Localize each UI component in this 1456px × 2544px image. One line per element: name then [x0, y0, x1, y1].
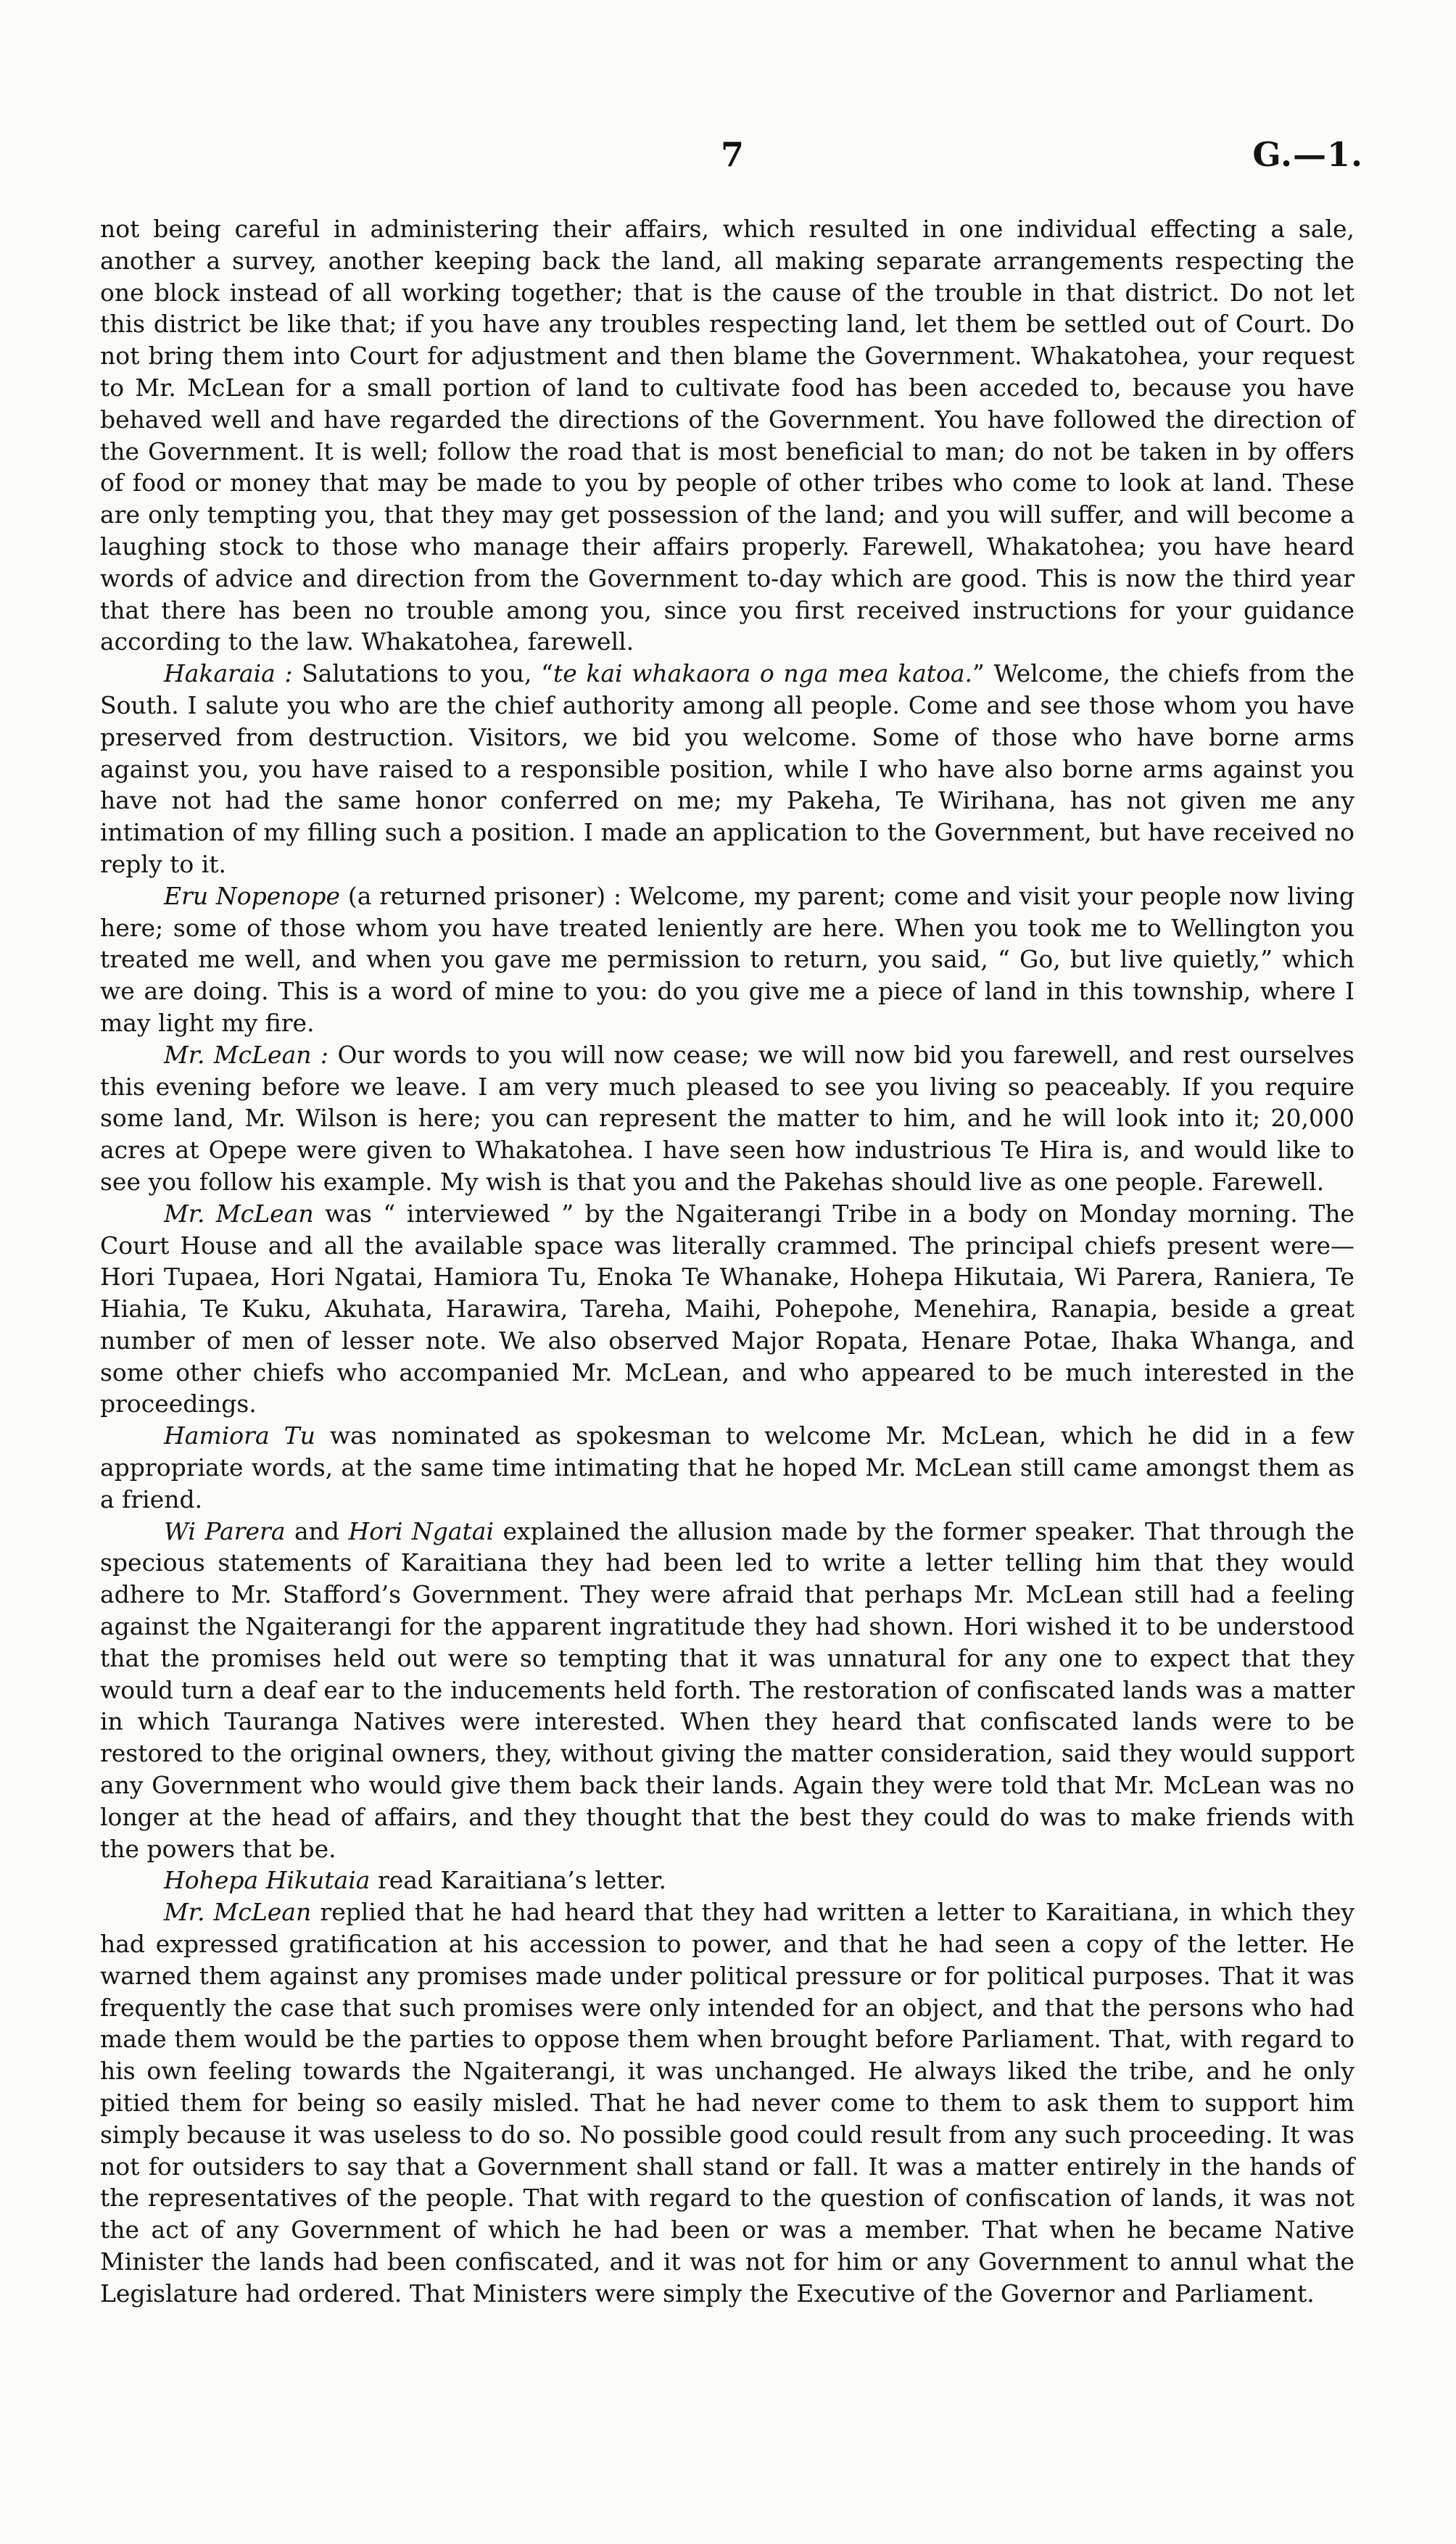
speaker-name: Mr. McLean :: [164, 1040, 329, 1069]
paragraph-text: read Karaitiana’s letter.: [370, 1866, 666, 1895]
paragraph: [100, 1039, 1354, 1198]
paragraph-text: explained the allusion made by the former speaker. That through the specious statements of Karaitiana they had been led to write a letter telling him that they would adhere to Mr. Stafford’s Government. They were afraid that perhaps Mr. McLean still had a feeling against the Ngaiterangi for the apparent ingratitude they had shown. Hori wished it to be understood that the promises held out were so tempting that it was unnatural for any one to expect that they would turn a deaf ear to the inducements held forth. The restoration of confiscated lands was a matter in which Tauranga Natives were interested. When they heard that confiscated lands were to be restored to the original owners, they, without giving the matter consideration, said they would support any Government who would give them back their lands. Again they were told that Mr. McLean was no longer at the head of affairs, and they thought that the best they could do was to make friends with the powers that be.: [100, 1516, 1354, 1863]
paragraph-text: not being careful in administering their affairs, which resulted in one individual effecting a sale, another a survey, another keeping back the land, all making separate arrangements respecting the one block instead of all working together; that is the cause of the trouble in that district. Do not let this district be like that; if you have any troubles respecting land, let them be settled out of Court. Do not bring them into Court for adjustment and then blame the Government. Whakatohea, your request to Mr. McLean for a small portion of land to cultivate food has been acceded to, because you have behaved well and have regarded the directions of the Government. You have followed the direction of the Government. It is well; follow the road that is most beneficial to man; do not be taken in by offers of food or money that may be made to you by people of other tribes who come to look at land. These are only tempting you, that they may get possession of the land; and you will suffer, and will become a laughing stock to those who manage their affairs properly. Farewell, Whakatohea; you have heard words of advice and direction from the Government to-day which are good. This is now the third year that there has been no trouble among you, since you first received instructions for your guidance according to the law. Whakatohea, farewell.: [100, 215, 1354, 656]
speaker-name: Hakaraia :: [164, 659, 293, 688]
paragraph-text: was nominated as spokesman to welcome Mr. McLean, which he did in a few appropriate words, at the same time intimating that he hoped Mr. McLean still came amongst them as a friend.: [100, 1421, 1355, 1513]
paragraph-text: Salutations to you, “: [292, 659, 553, 688]
paragraph-text: replied that he had heard that they had written a letter to Karaitiana, in which they had expressed gratification at his accession to power, and that he had seen a copy of the letter. He warned them against any promises made under political pressure or for political purposes. That it was frequently the case that such promises were only intended for an object, and that the persons who had made them would be the parties to oppose them when brought before Parliament. That, with regard to his own feeling towards the Ngaiterangi, it was unchanged. He always liked the tribe, and he only pitied them for being so easily misled. That he had never come to them to ask them to support him simply because it was useless to do so. No possible good could result from any such proceeding. It was not for outsiders to say that a Government shall stand or fall. It was a matter entirely in the hands of the representatives of the people. That with regard to the question of confiscation of lands, it was not the act of any Government of which he had been or was a member. That when he became Native Minister the lands had been confiscated, and it was not for him or any Government to annul what the Legislature had ordered. That Ministers were simply the Executive of the Governor and Parliament.: [100, 1898, 1355, 2308]
paragraph: [100, 1896, 1354, 2309]
speaker-name: Wi Parera: [164, 1516, 286, 1545]
speaker-name-2: Hori Ngatai: [348, 1516, 495, 1545]
document-reference: G.—1.: [1252, 135, 1363, 174]
maori-phrase: te kai whakaora o nga mea katoa.: [553, 659, 973, 688]
speaker-name: Hohepa Hikutaia: [164, 1866, 371, 1895]
speaker-name: Hamiora Tu: [164, 1421, 315, 1450]
paragraph: [100, 1198, 1354, 1421]
paragraph-text: Our words to you will now cease; we will now bid you farewell, and rest ourselves this evening before we leave. I am very much pleased to see you living so peaceably. If you require some land, Mr. Wilson is here; you can represent the matter to him, and he will look into it; 20,000 acres at Opepe were given to Whakatohea. I have seen how industrious Te Hira is, and would like to see you follow his example. My wish is that you and the Pakehas should live as one people. Farewell.: [100, 1040, 1354, 1196]
paragraph-text: ” Welcome, the chiefs from the South. I salute you who are the chief authority among all people. Come and see those whom you have preserved from destruction. Visitors, we bid you welcome. Some of those who have borne arms against you, you have raised to a responsible position, while I who have also borne arms against you have not had the same honor conferred on me; my Pakeha, Te Wirihana, has not given me any intimation of my filling such a position. I made an application to the Government, but have received no reply to it.: [100, 659, 1355, 878]
paragraph: [100, 213, 1354, 658]
speaker-name: Mr. McLean: [164, 1898, 312, 1927]
speaker-name: Mr. McLean: [164, 1199, 314, 1228]
paragraph: [100, 1864, 1354, 1896]
paragraph: [100, 880, 1354, 1039]
page-number: 7: [720, 135, 744, 174]
paragraph: [100, 1420, 1354, 1515]
document-body: [100, 213, 1354, 2310]
paragraph: [100, 658, 1354, 880]
connector-text: and: [285, 1516, 349, 1545]
paragraph-text: (a returned prisoner) : Welcome, my parent; come and visit your people now living here; some of those whom you have treated leniently are here. When you took me to Wellington you treated me well, and when you gave me permission to return, you said, “ Go, but live quietly,” which we are doing. This is a word of mine to you: do you give me a piece of land in this township, where I may light my fire.: [100, 881, 1354, 1037]
paragraph-text: was “ interviewed ” by the Ngaiterangi Tribe in a body on Monday morning. The Court House and all the available space was literally crammed. The principal chiefs present were—Hori Tupaea, Hori Ngatai, Hamiora Tu, Enoka Te Whanake, Hohepa Hikutaia, Wi Parera, Raniera, Te Hiahia, Te Kuku, Akuhata, Harawira, Tareha, Maihi, Pohepohe, Menehira, Ranapia, beside a great number of men of lesser note. We also observed Major Ropata, Henare Potae, Ihaka Whanga, and some other chiefs who accompanied Mr. McLean, and who appeared to be much interested in the proceedings.: [100, 1199, 1354, 1418]
paragraph: [100, 1516, 1354, 1865]
speaker-name: Eru Nopenope: [164, 881, 341, 910]
